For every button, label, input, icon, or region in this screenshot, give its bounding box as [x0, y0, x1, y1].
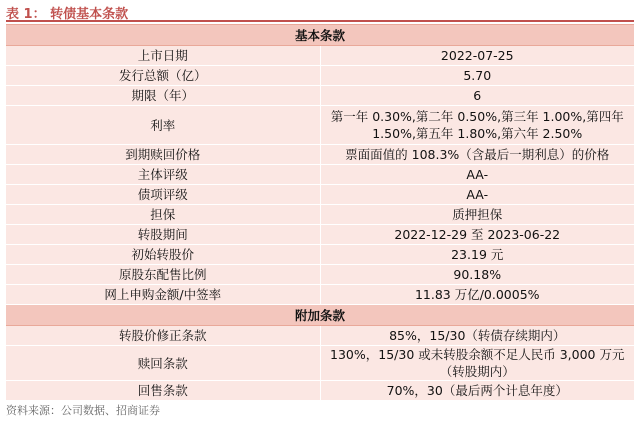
- row-value-initial-conversion-price: 23.19 元: [320, 245, 634, 265]
- row-value-guarantee: 质押担保: [320, 205, 634, 225]
- row-value-listing-date: 2022-07-25: [320, 46, 634, 66]
- table-row: [6, 46, 634, 66]
- section-header-additional: [6, 305, 634, 326]
- row-value-term: 6: [320, 86, 634, 106]
- row-value-subscription: 11.83 万亿/0.0005%: [320, 285, 634, 305]
- row-label-issuer-rating: 主体评级: [6, 165, 320, 185]
- row-label-putback-clause: 回售条款: [6, 381, 320, 401]
- table-row: [6, 145, 634, 165]
- row-label-interest-rate: 利率: [6, 106, 320, 145]
- table-row: [6, 185, 634, 205]
- table-row: [6, 285, 634, 305]
- row-label-price-revision: 转股价修正条款: [6, 326, 320, 346]
- table-row: [6, 225, 634, 245]
- row-label-listing-date: 上市日期: [6, 46, 320, 66]
- terms-table: [6, 24, 634, 401]
- row-value-placement-ratio: 90.18%: [320, 265, 634, 285]
- row-label-placement-ratio: 原股东配售比例: [6, 265, 320, 285]
- section-heading-basic: 基本条款: [6, 25, 634, 46]
- row-value-bond-rating: AA-: [320, 185, 634, 205]
- row-value-interest-rate: 第一年 0.30%,第二年 0.50%,第三年 1.00%,第四年 1.50%,第五年 1.80%,第六年 2.50%: [320, 106, 634, 145]
- row-value-price-revision: 85%，15/30（转债存续期内）: [320, 326, 634, 346]
- row-value-conversion-period: 2022-12-29 至 2023-06-22: [320, 225, 634, 245]
- row-label-conversion-period: 转股期间: [6, 225, 320, 245]
- row-value-redemption-clause: 130%，15/30 或未转股余额不足人民币 3,000 万元（转股期内）: [320, 346, 634, 381]
- source-note: 资料来源：公司数据、招商证券: [6, 404, 160, 417]
- table-row: [6, 66, 634, 86]
- row-label-redemption-price: 到期赎回价格: [6, 145, 320, 165]
- section-heading-additional: 附加条款: [6, 305, 634, 326]
- row-label-bond-rating: 债项评级: [6, 185, 320, 205]
- row-label-redemption-clause: 赎回条款: [6, 346, 320, 381]
- table-row: [6, 165, 634, 185]
- table-row: [6, 381, 634, 401]
- table-row: [6, 326, 634, 346]
- row-value-putback-clause: 70%，30（最后两个计息年度）: [320, 381, 634, 401]
- row-label-subscription: 网上申购金额/中签率: [6, 285, 320, 305]
- row-value-issuer-rating: AA-: [320, 165, 634, 185]
- row-label-guarantee: 担保: [6, 205, 320, 225]
- row-label-issue-size: 发行总额（亿）: [6, 66, 320, 86]
- table-row: [6, 205, 634, 225]
- table-row: [6, 346, 634, 381]
- title-divider: [6, 20, 634, 22]
- table-row: [6, 265, 634, 285]
- table-row: [6, 106, 634, 145]
- row-value-redemption-price: 票面面值的 108.3%（含最后一期利息）的价格: [320, 145, 634, 165]
- row-label-initial-conversion-price: 初始转股价: [6, 245, 320, 265]
- table-row: [6, 245, 634, 265]
- row-value-issue-size: 5.70: [320, 66, 634, 86]
- section-header-basic: [6, 25, 634, 46]
- table-row: [6, 86, 634, 106]
- row-label-term: 期限（年）: [6, 86, 320, 106]
- table-title: 表 1： 转债基本条款: [6, 7, 129, 22]
